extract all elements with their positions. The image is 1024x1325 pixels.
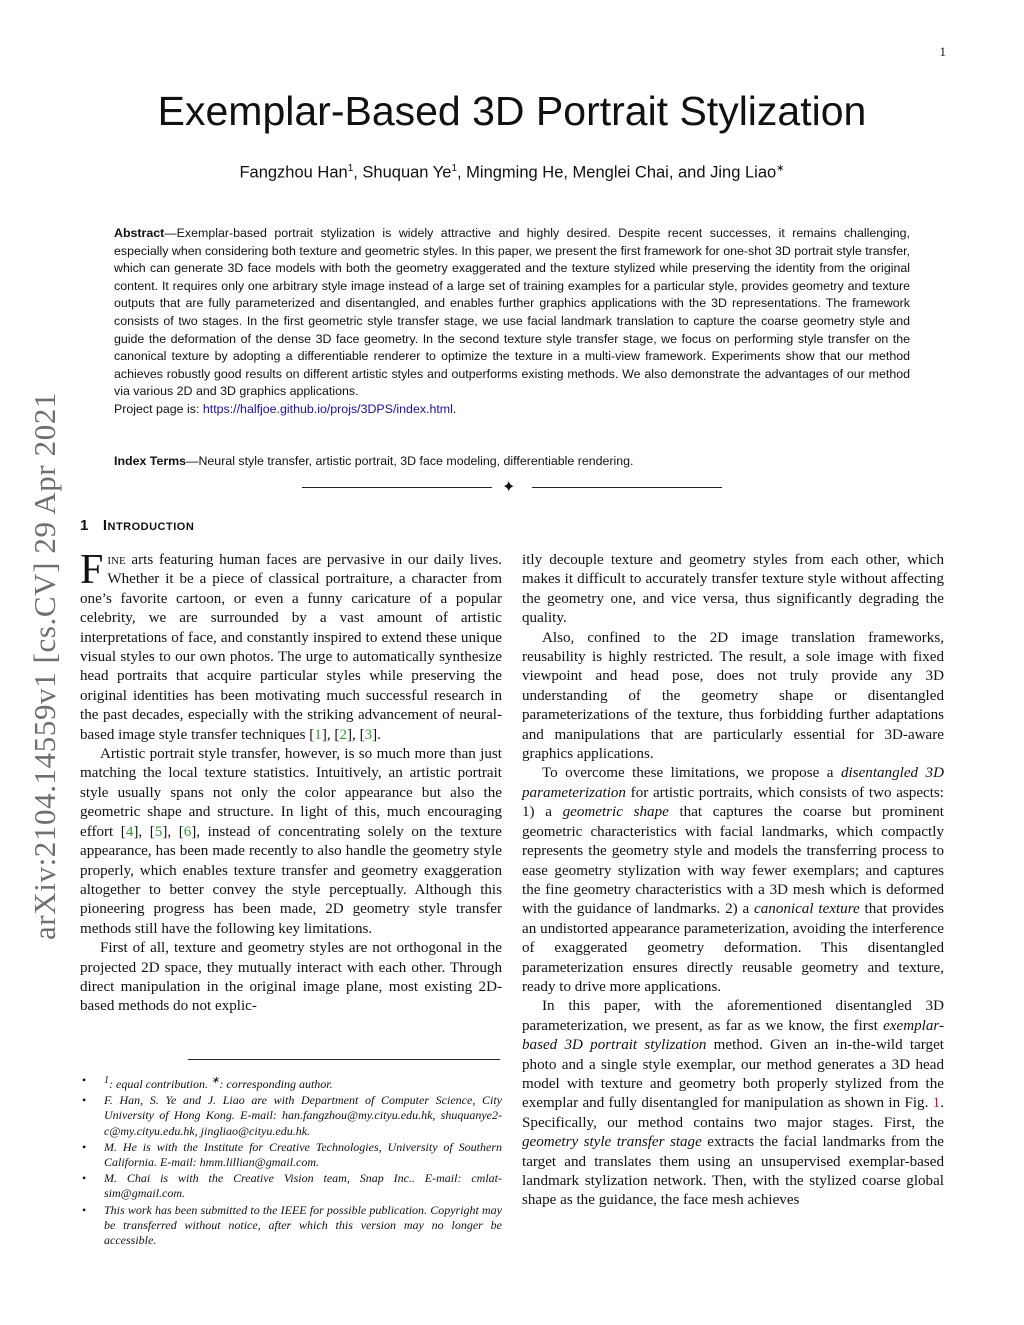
- divider-line-left: [302, 487, 492, 488]
- footnote-text: : corresponding author.: [219, 1077, 333, 1091]
- author-names: , Mingming He, Menglei Chai, and Jing Liao: [457, 163, 777, 182]
- index-terms: [114, 454, 910, 468]
- citation-sep: ], [: [162, 823, 184, 840]
- left-column: [80, 547, 502, 1017]
- citation-sep: ], [: [133, 823, 155, 840]
- citation-link[interactable]: 2: [339, 726, 347, 743]
- footnote-text: : equal contribution.: [109, 1077, 211, 1091]
- emphasis: disentangled 3D parameterization: [522, 765, 945, 801]
- paragraph-text: ], instead of concentrating solely on the texture appearance, has been made recently to also handle the geometry style properly, which enables texture transfer and geometry exaggeration altogether to better convey the style perceptually. Although this pioneering progress has been made, 2D geometry style transfer methods still have the following key limitations.: [80, 823, 502, 937]
- footnote-item: [80, 1171, 502, 1201]
- divider-line-right: [532, 487, 722, 488]
- paragraph-text: To overcome these limitations, we propose a: [542, 765, 841, 782]
- footnote-text: F. Han, S. Ye and J. Liao are with Department of Computer Science, City University of Hong Kong. E-mail: han.fangzhou@my.cityu.edu.hk, shuquanye2-c@my.cityu.edu.hk, jingliao@cityu.edu.hk.: [104, 1093, 502, 1138]
- author-list: [0, 163, 1024, 183]
- emphasis: geometry style transfer stage: [522, 1134, 702, 1151]
- project-page-link[interactable]: https://halfjoe.github.io/projs/3DPS/index.html: [202, 401, 453, 416]
- author-name: Fangzhou Han: [239, 163, 348, 182]
- paper-title: Exemplar-Based 3D Portrait Stylization: [157, 88, 867, 134]
- paragraph-text: that captures the coarse but prominent geometric characteristics with facial landmarks, which compactly represents the geometry style and models the transferring process to ease geometry stylization with way fewer exemplars; and captures the fine geometry characteristics with a 3D mesh which is deformed with the guidance of landmarks. 2) a: [522, 804, 945, 918]
- paragraph: itly decouple texture and geometry styles from each other, which makes it difficult to accurately transfer texture style without affecting the geometry one, and vice versa, thus significantly degrading the quality.: [522, 552, 944, 627]
- drop-cap: F: [80, 547, 104, 593]
- project-page-label: Project page is:: [114, 401, 203, 416]
- footnote-rule: [188, 1059, 500, 1060]
- paragraph-text: arts featuring human faces are pervasive in our daily lives. Whether it be a piece of classical portraiture, a character from one’s favorite cartoon, or even a funny caricature of a popular celebrity, we are surrounded by a vast amount of artistic interpretations of face, and constantly inspired to extend these unique visual styles to our own photos. The urge to automatically synthesize head portraits that acquire particular styles while preserving the original identities has been motivating much successful research in the past decades, especially with the striking advancement of neural-based image style transfer techniques [: [80, 552, 502, 743]
- citation-link[interactable]: 3: [364, 726, 373, 743]
- divider-star-icon: ✦: [502, 477, 516, 496]
- citation-link[interactable]: 4: [125, 823, 134, 840]
- section-title: Introduction: [102, 517, 195, 534]
- bullet-icon: •: [82, 1202, 87, 1217]
- section-number: 1: [80, 517, 89, 534]
- bullet-icon: •: [82, 1171, 87, 1186]
- paragraph-text: In this paper, with the aforementioned disentangled 3D parameterization, we present, as far as we know, the first: [522, 998, 944, 1034]
- footnote-item: [80, 1203, 502, 1249]
- paragraph: [80, 745, 502, 939]
- abstract: [114, 225, 910, 419]
- emphasis: exemplar-based 3D portrait stylization: [522, 1017, 944, 1054]
- citation-link[interactable]: 1: [314, 726, 322, 743]
- right-column: [522, 551, 944, 1211]
- arxiv-stamp: arXiv:2104.14559v1 [cs.CV] 29 Apr 2021: [27, 391, 62, 940]
- citation-end: ].: [372, 726, 381, 743]
- paragraph: Also, confined to the 2D image translation frameworks, reusability is highly restricted. The result, a sole image with fixed viewpoint and head pose, does not truly provide any 3D understanding of the geometry shape or disentangled parameterizations of the texture, thus forbidding further adaptations and manipulations that are particularly essential for 3D-aware graphics applications.: [522, 629, 944, 763]
- paragraph: First of all, texture and geometry styles are not orthogonal in the projected 2D space, they mutually interact with each other. Through direct manipulation in the original image plane, most existing 2D-based methods do not explic-: [80, 940, 502, 1015]
- author-name: , Shuquan Ye: [353, 163, 452, 182]
- footnote-item: [80, 1093, 502, 1139]
- bullet-icon: •: [82, 1073, 87, 1087]
- citation-link[interactable]: 5: [154, 823, 163, 840]
- emphasis: geometric shape: [562, 804, 669, 821]
- footnote-sup: ∗: [211, 1075, 220, 1086]
- affiliation-mark: 1: [347, 163, 354, 174]
- footnote-item: [80, 1073, 502, 1092]
- figure-reference-link[interactable]: 1: [932, 1095, 941, 1112]
- abstract-text: —Exemplar-based portrait stylization is widely attractive and highly desired. Despite recent successes, it remains challenging, especially when considering both texture and geometric styles. In this paper, we present the first framework for one-shot 3D portrait style transfer, which can generate 3D face models with both the geometry exaggerated and the texture stylized while preserving the identity from the original content. It requires only one arbitrary style image instead of a large set of training examples for a particular style, provides geometry and texture outputs that are fully parameterized and disentangled, and enables further graphics applications with the 3D representations. The framework consists of two stages. In the first geometric style transfer stage, we use facial landmark translation to capture the coarse geometry style and guide the deformation of the dense 3D face geometry. In the second texture style transfer stage, we focus on performing style transfer on the canonical texture by adopting a differentiable renderer to optimize the texture in a multi-view framework. Experiments show that our method achieves robustly good results on different artistic styles and outperforms existing methods. We also demonstrate the advantages of our method via various 2D and 3D graphics applications.: [114, 226, 910, 399]
- footnote-item: [80, 1140, 502, 1170]
- bullet-icon: •: [82, 1093, 87, 1108]
- section-heading: [80, 517, 194, 534]
- paragraph: [522, 997, 944, 1210]
- paragraph: [80, 547, 502, 745]
- footnote-text: M. He is with the Institute for Creative Technologies, University of Southern California. E-mail: hmm.lillian@gmail.com.: [104, 1139, 502, 1170]
- citation-sep: ], [: [347, 726, 365, 743]
- section-divider: [302, 479, 722, 497]
- footnotes: [80, 1073, 502, 1249]
- paragraph-text: that provides an undistorted appearance parameterization, avoiding the interference of exaggerated geometry deformation. This disentangled parameterization ensures directly reusable geometry and texture, ready to drive more applications.: [522, 901, 944, 995]
- citation-sep: ], [: [321, 726, 340, 743]
- paragraph-text: Artistic portrait style transfer, however, is so much more than just matching the local texture statistics. Intuitively, an artistic portrait style usually spans not only the color appearance but also the geometric shape and structure. In light of this, much encouraging effort [: [80, 746, 502, 840]
- paragraph-text: extracts the facial landmarks from the target and translates them using an unsupervised exemplar-based landmark stylization network. Then, with the stylized coarse global shape as the guidance, the face mesh achieves: [522, 1134, 944, 1209]
- paragraph: [522, 764, 944, 997]
- footnote-text: M. Chai is with the Creative Vision team, Snap Inc.. E-mail: cmlat-sim@gmail.com.: [104, 1171, 502, 1201]
- small-caps-word: ine: [107, 552, 126, 568]
- footnote-sup: 1: [104, 1075, 109, 1086]
- paragraph-text: method. Given an in-the-wild target photo and a single style exemplar, our method generates a 3D head model with texture and geometry both properly stylized from the exemplar and fully disentangled for manipulation as shown in Fig.: [522, 1037, 945, 1112]
- paragraph-text: for artistic portraits, which consists of two aspects: 1) a: [522, 784, 944, 821]
- emphasis: canonical texture: [754, 901, 860, 918]
- bullet-icon: •: [82, 1139, 87, 1154]
- abstract-label: Abstract: [114, 226, 165, 240]
- citation-link[interactable]: 6: [183, 823, 192, 840]
- project-page-end: .: [452, 401, 457, 416]
- paragraph-text: . Specifically, our method contains two major stages. First, the: [522, 1095, 944, 1131]
- page-number: 1: [939, 44, 946, 59]
- corresponding-mark: ∗: [776, 163, 785, 174]
- index-terms-label: Index Terms: [114, 454, 187, 468]
- index-terms-text: —Neural style transfer, artistic portrait, 3D face modeling, differentiable rendering.: [186, 454, 634, 468]
- footnote-text: This work has been submitted to the IEEE for possible publication. Copyright may be transferred without notice, after which this version may no longer be accessible.: [104, 1202, 502, 1248]
- affiliation-mark: 1: [451, 163, 457, 174]
